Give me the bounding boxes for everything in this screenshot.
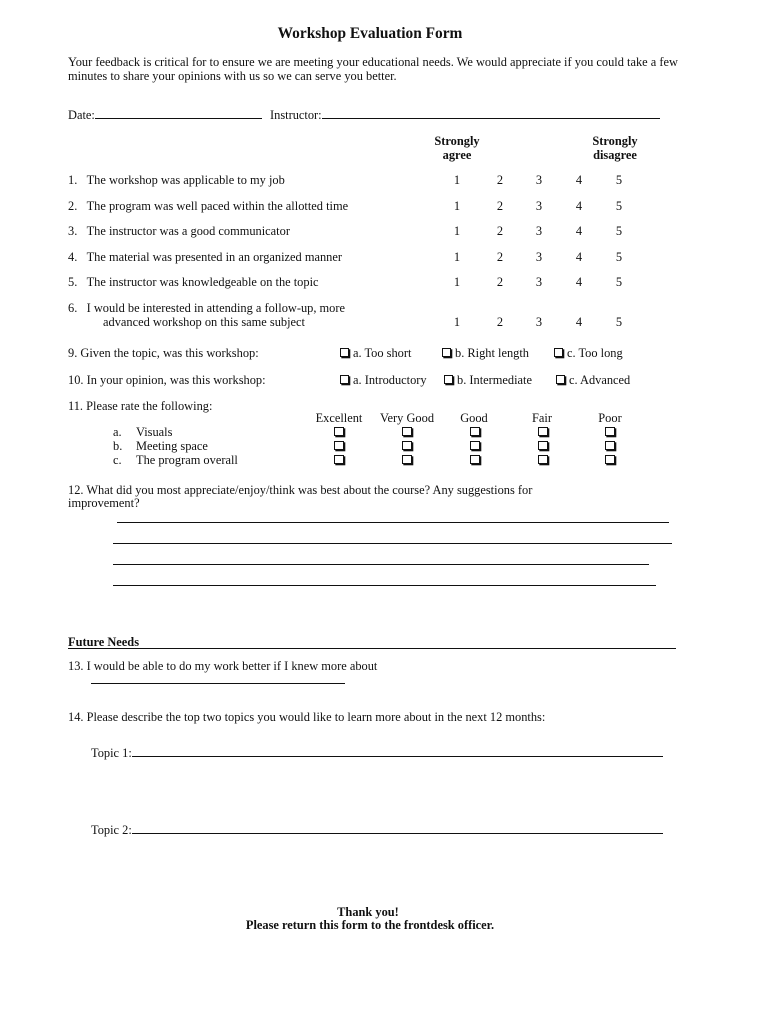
question-number: 4. — [68, 250, 78, 264]
q11-label: 11. Please rate the following: — [68, 399, 213, 413]
checkbox-icon[interactable] — [538, 455, 548, 464]
scale-option-3[interactable]: 3 — [535, 173, 543, 187]
scale-option-4[interactable]: 4 — [575, 199, 583, 213]
question-number: 1. — [68, 173, 78, 187]
question-text: I would be interested in attending a follow-up, more — [86, 301, 346, 315]
checkbox-icon[interactable] — [402, 455, 412, 464]
scale-option-5[interactable]: 5 — [615, 315, 623, 329]
checkbox-icon[interactable] — [402, 427, 412, 436]
date-row — [68, 107, 262, 123]
checkbox-icon[interactable] — [556, 375, 565, 384]
q9-option-too-short[interactable]: a. Too short — [340, 346, 411, 361]
question-number: 5. — [68, 275, 78, 289]
scale-row — [0, 173, 768, 187]
checkbox-icon[interactable] — [605, 427, 615, 436]
question-row — [68, 301, 345, 316]
scale-option-1[interactable]: 1 — [453, 315, 461, 329]
answer-line[interactable] — [117, 522, 669, 523]
topic2-row — [91, 822, 663, 838]
scale-row — [0, 224, 768, 238]
q9-option-too-long[interactable]: c. Too long — [554, 346, 623, 361]
form-title: Workshop Evaluation Form — [277, 25, 463, 42]
checkbox-icon[interactable] — [334, 441, 344, 450]
question-text: The instructor was knowledgeable on the topic — [86, 275, 319, 289]
scale-option-1[interactable]: 1 — [453, 250, 461, 264]
answer-line[interactable] — [113, 543, 672, 544]
col-header-good: Good — [460, 411, 488, 425]
scale-option-5[interactable]: 5 — [615, 224, 623, 238]
col-header-very-good: Very Good — [379, 411, 435, 425]
rate-item-letter: b. — [113, 439, 123, 453]
scale-option-5[interactable]: 5 — [615, 173, 623, 187]
checkbox-icon[interactable] — [538, 441, 548, 450]
question-number: 2. — [68, 199, 78, 213]
rate-item-letter: c. — [113, 453, 122, 467]
q13-question: 13. I would be able to do my work better if I knew more about — [68, 659, 378, 673]
thank-you-text: Thank you! — [337, 905, 399, 919]
rate-item-letter: a. — [113, 425, 122, 439]
scale-option-3[interactable]: 3 — [535, 224, 543, 238]
scale-option-3[interactable]: 3 — [535, 250, 543, 264]
q9-label: 9. Given the topic, was this workshop: — [68, 346, 259, 360]
instructor-label: Instructor: — [270, 108, 322, 122]
section-divider — [68, 648, 676, 649]
topic1-field[interactable] — [132, 745, 663, 757]
topic2-label: Topic 2: — [91, 823, 132, 837]
q12-question-continued: improvement? — [68, 496, 140, 510]
scale-option-1[interactable]: 1 — [453, 275, 461, 289]
scale-option-4[interactable]: 4 — [575, 224, 583, 238]
question-number: 6. — [68, 301, 78, 315]
scale-option-1[interactable]: 1 — [453, 224, 461, 238]
col-header-fair: Fair — [532, 411, 552, 425]
strongly-agree-header: Strongly agree — [434, 134, 480, 162]
checkbox-icon[interactable] — [444, 375, 453, 384]
scale-option-5[interactable]: 5 — [615, 199, 623, 213]
scale-option-2[interactable]: 2 — [496, 224, 504, 238]
rate-item-meeting-space: Meeting space — [136, 439, 208, 453]
q14-question: 14. Please describe the top two topics you would like to learn more about in the next 12 months: — [68, 710, 546, 724]
col-header-poor: Poor — [598, 411, 622, 425]
scale-option-4[interactable]: 4 — [575, 315, 583, 329]
return-instructions: Please return this form to the frontdesk officer. — [245, 918, 495, 932]
scale-option-2[interactable]: 2 — [496, 315, 504, 329]
scale-option-2[interactable]: 2 — [496, 199, 504, 213]
q13-answer-line[interactable] — [91, 683, 345, 684]
scale-option-4[interactable]: 4 — [575, 250, 583, 264]
instructor-field[interactable] — [322, 107, 660, 119]
q10-option-intermediate[interactable]: b. Intermediate — [444, 373, 532, 388]
scale-row — [0, 315, 768, 329]
scale-row — [0, 199, 768, 213]
checkbox-icon[interactable] — [605, 455, 615, 464]
scale-option-1[interactable]: 1 — [453, 199, 461, 213]
question-text: The material was presented in an organized manner — [86, 250, 342, 264]
checkbox-icon[interactable] — [554, 348, 563, 357]
checkbox-icon[interactable] — [340, 375, 349, 384]
intro-text: Your feedback is critical for to ensure we are meeting your educational needs. We would appreciate if you could take a few minutes to share your opinions with us so we can serve you better. — [68, 55, 678, 83]
date-label: Date: — [68, 108, 95, 122]
checkbox-icon[interactable] — [470, 427, 480, 436]
checkbox-icon[interactable] — [605, 441, 615, 450]
checkbox-icon[interactable] — [470, 455, 480, 464]
scale-row — [0, 250, 768, 264]
instructor-row — [270, 107, 660, 123]
question-text-continued: advanced workshop on this same subject — [103, 315, 305, 329]
scale-option-4[interactable]: 4 — [575, 275, 583, 289]
col-header-excellent: Excellent — [315, 411, 363, 425]
answer-line[interactable] — [113, 585, 656, 586]
scale-option-2[interactable]: 2 — [496, 173, 504, 187]
checkbox-icon[interactable] — [470, 441, 480, 450]
q9-option-right-length[interactable]: b. Right length — [442, 346, 529, 361]
question-text: The workshop was applicable to my job — [86, 173, 285, 187]
q10-label: 10. In your opinion, was this workshop: — [68, 373, 266, 387]
scale-option-2[interactable]: 2 — [496, 250, 504, 264]
q12-question: 12. What did you most appreciate/enjoy/think was best about the course? Any suggestions for — [68, 483, 533, 497]
scale-option-3[interactable]: 3 — [535, 275, 543, 289]
question-number: 3. — [68, 224, 78, 238]
scale-option-5[interactable]: 5 — [615, 250, 623, 264]
q10-option-introductory[interactable]: a. Introductory — [340, 373, 427, 388]
date-field[interactable] — [95, 107, 262, 119]
future-needs-heading: Future Needs — [68, 635, 140, 649]
checkbox-icon[interactable] — [334, 455, 344, 464]
checkbox-icon[interactable] — [442, 348, 451, 357]
topic1-label: Topic 1: — [91, 746, 132, 760]
scale-option-1[interactable]: 1 — [453, 173, 461, 187]
scale-option-3[interactable]: 3 — [535, 315, 543, 329]
strongly-disagree-header: Strongly disagree — [592, 134, 638, 162]
checkbox-icon[interactable] — [538, 427, 548, 436]
checkbox-icon[interactable] — [340, 348, 349, 357]
scale-row — [0, 275, 768, 289]
scale-option-5[interactable]: 5 — [615, 275, 623, 289]
topic2-field[interactable] — [132, 822, 663, 834]
checkbox-icon[interactable] — [334, 427, 344, 436]
checkbox-icon[interactable] — [402, 441, 412, 450]
scale-option-3[interactable]: 3 — [535, 199, 543, 213]
question-text: The instructor was a good communicator — [86, 224, 290, 238]
q10-option-advanced[interactable]: c. Advanced — [556, 373, 630, 388]
topic1-row — [91, 745, 663, 761]
rate-item-visuals: Visuals — [136, 425, 173, 439]
question-text: The program was well paced within the allotted time — [86, 199, 349, 213]
rate-item-program-overall: The program overall — [136, 453, 238, 467]
scale-option-2[interactable]: 2 — [496, 275, 504, 289]
answer-line[interactable] — [113, 564, 649, 565]
scale-option-4[interactable]: 4 — [575, 173, 583, 187]
